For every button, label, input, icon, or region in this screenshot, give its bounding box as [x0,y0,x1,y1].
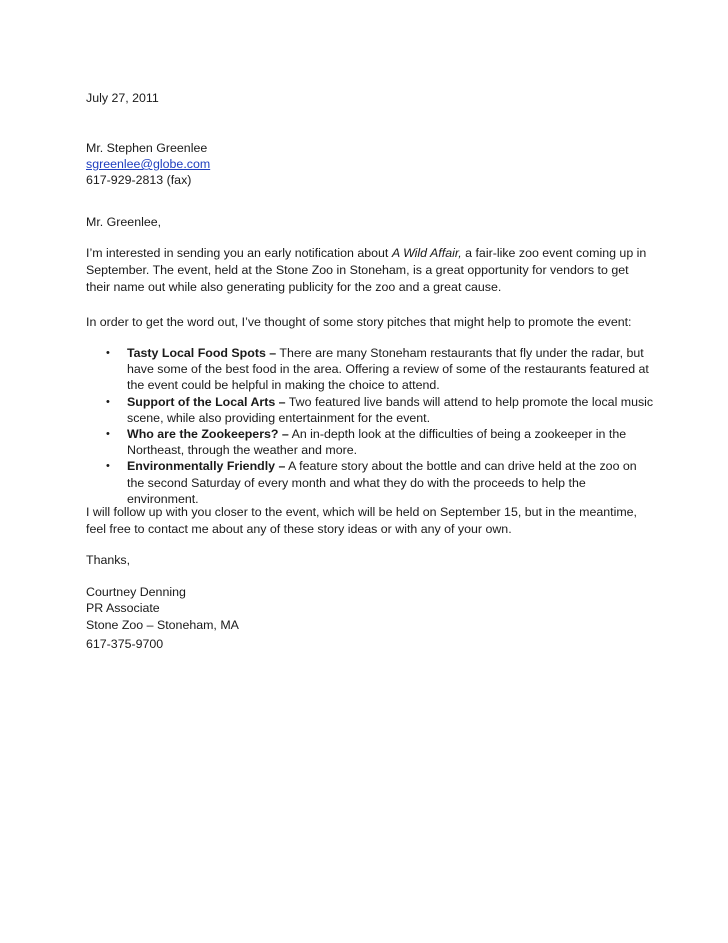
recipient-name: Mr. Stephen Greenlee [86,141,208,155]
recipient-email-link[interactable]: sgreenlee@globe.com [86,157,211,171]
intro-paragraph [86,245,656,296]
pitch-item-arts [86,394,656,426]
closing: Thanks, [86,553,131,567]
intro-text-after: a fair-like zoo event coming up in September. The event, held at the Stone Zoo in Stoneham, is a great opportunity for vendors to get their name out while also generating publicity for the zoo and a great cause. [86,246,647,294]
salutation: Mr. Greenlee, [86,215,162,229]
signature-organization: Stone Zoo – Stoneham, MA [86,618,239,632]
followup-paragraph: I will follow up with you closer to the event, which will be held on September 15, but in the meantime, feel free to contact me about any of these story ideas or with any of your own. [86,505,637,536]
pitch-heading: Tasty Local Food Spots – [127,346,277,360]
pitch-list [86,345,656,507]
signature-title: PR Associate [86,601,160,615]
pitch-item-environment [86,458,656,507]
pitch-body: A feature story about the bottle and can drive held at the zoo on the second Saturday of every month and what they do with the proceeds to help the environment. [127,459,637,506]
pitch-heading: Environmentally Friendly – [127,459,286,474]
pitch-body: Two featured live bands will attend to help promote the local music scene, while also providing entertainment for the event. [127,394,654,425]
pitch-heading: Support of the Local Arts – [127,394,286,409]
pitch-body: An in-depth look at the difficulties of being a zookeeper in the Northeast, through the weather and more. [127,427,627,458]
pitches-intro: In order to get the word out, I’ve thought of some story pitches that might help to promote the event: [86,315,632,329]
recipient-fax: 617-929-2813 (fax) [86,173,192,187]
intro-text-before: I’m interested in sending you an early notification about [86,246,392,260]
pitch-item-food [86,345,656,394]
pitch-item-zookeepers [86,426,656,458]
pitch-body: There are many Stoneham restaurants that fly under the radar, but have some of the best food in the area. Offering a review of some of the restaurants featured at the event could be helpful in making the choice to attend. [127,346,649,393]
event-title: A Wild Affair, [391,246,462,260]
signature-phone: 617-375-9700 [86,637,164,651]
recipient-email-line [86,156,210,172]
bullet-icon: • [106,347,110,359]
pitch-heading: Who are the Zookeepers? – [127,427,289,442]
letter-date: July 27, 2011 [86,91,159,105]
bullet-icon: • [106,395,110,408]
signature-name: Courtney Denning [86,585,186,599]
bullet-icon: • [106,460,110,473]
bullet-icon: • [106,428,110,441]
